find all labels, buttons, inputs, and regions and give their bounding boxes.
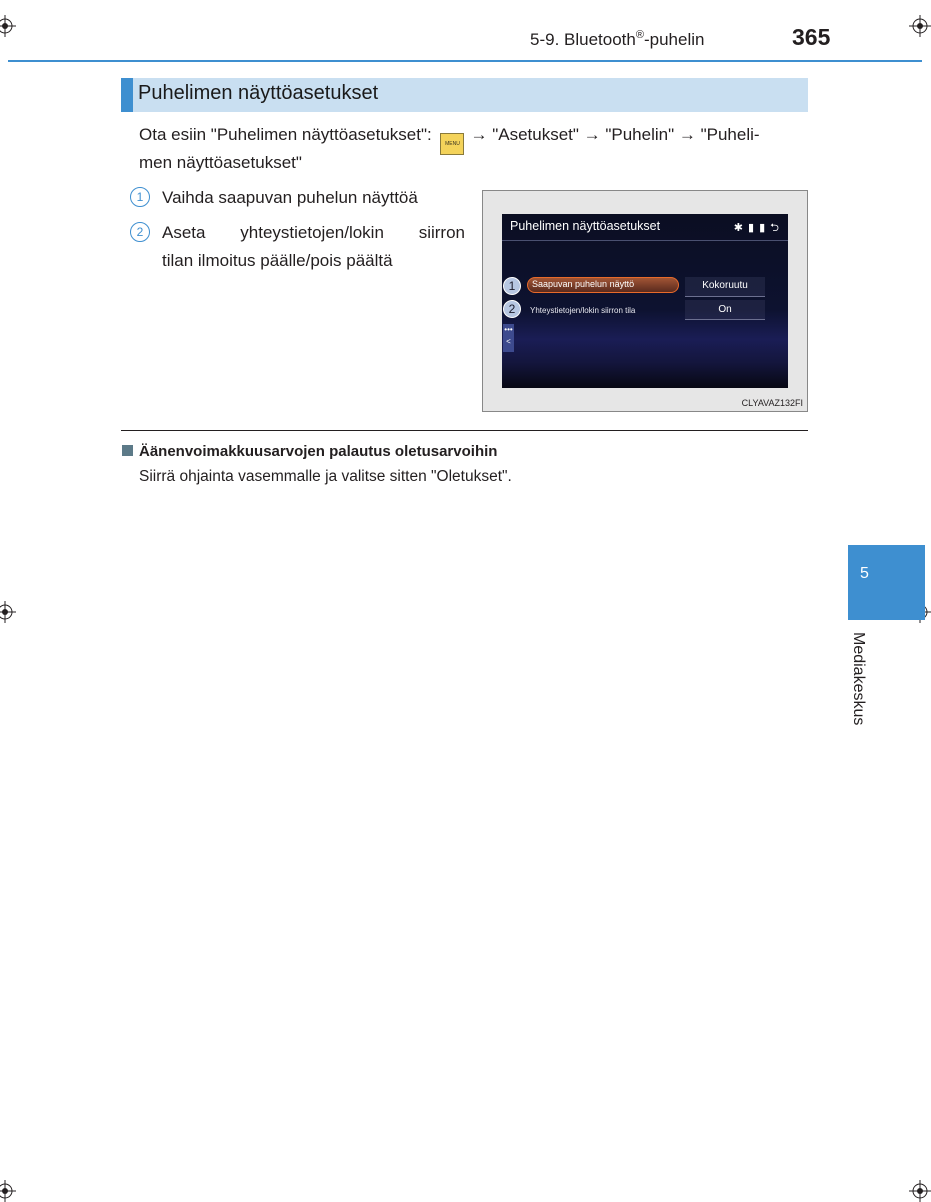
- chapter-number: 5: [860, 565, 869, 582]
- intro-line-2: men näyttöasetukset": [139, 153, 302, 172]
- item-text-2-line-1: Aseta yhteystietojen/lokin siirron: [162, 223, 465, 242]
- registration-mark-icon: [0, 1180, 16, 1202]
- header-section-suffix: -puhelin: [643, 30, 705, 49]
- registration-mark-icon: [0, 15, 16, 37]
- incoming-call-display-option[interactable]: Saapuvan puhelun näyttö: [527, 277, 679, 293]
- more-icon[interactable]: •••: [504, 325, 513, 334]
- section-heading: [121, 78, 808, 112]
- figure-code: CLYAVAZ132FI: [741, 398, 803, 408]
- screen-title: Puhelimen näyttöasetukset: [510, 219, 661, 233]
- chapter-tab: [848, 545, 925, 620]
- incoming-call-display-value[interactable]: Kokoruutu: [685, 277, 765, 297]
- screen-divider: [502, 240, 788, 241]
- intro-text-start: Ota esiin "Puhelimen näyttöasetukset":: [139, 125, 432, 144]
- item-number-1: 1: [130, 187, 150, 207]
- screen-status-icons: ✱ ▮ ▮ ⮌: [733, 222, 780, 234]
- registration-mark-icon: [909, 1180, 931, 1202]
- screen-side-tab[interactable]: [503, 324, 514, 352]
- contact-transfer-option[interactable]: Yhteystietojen/lokin siirron tila: [530, 306, 636, 315]
- subsection-body: Siirrä ohjainta vasemmalle ja valitse sitten "Oletukset".: [139, 468, 512, 485]
- subsection-heading: [122, 443, 497, 460]
- registration-mark-icon: [909, 15, 931, 37]
- screenshot-figure: [482, 190, 808, 412]
- header-rule: [8, 60, 922, 62]
- intro-text-end: → "Asetukset" → "Puhelin" → "Puheli-: [470, 125, 760, 144]
- registered-mark: ®: [635, 29, 644, 41]
- infotainment-screen: [502, 214, 788, 388]
- chapter-label: Mediakeskus: [850, 632, 867, 726]
- back-chevron-icon[interactable]: <: [506, 337, 511, 346]
- item-number-2: 2: [130, 222, 150, 242]
- subsection-title: Äänenvoimakkuusarvojen palautus oletusarvoihin: [139, 443, 498, 460]
- section-title: Puhelimen näyttöasetukset: [138, 82, 379, 104]
- item-text-1: Vaihda saapuvan puhelun näyttöä: [162, 188, 418, 207]
- registration-mark-icon: [0, 601, 16, 623]
- header-section-prefix: 5-9. Bluetooth: [530, 30, 636, 49]
- menu-button-icon: MENU: [440, 133, 464, 155]
- page-number: 365: [792, 24, 831, 50]
- screen-callout-1: 1: [503, 277, 521, 295]
- square-bullet-icon: [122, 445, 133, 456]
- contact-transfer-value[interactable]: On: [685, 300, 765, 320]
- screen-callout-2: 2: [503, 300, 521, 318]
- running-header: [530, 29, 704, 50]
- item-text-2-line-2: tilan ilmoitus päälle/pois päältä: [162, 251, 393, 270]
- section-divider: [121, 430, 808, 431]
